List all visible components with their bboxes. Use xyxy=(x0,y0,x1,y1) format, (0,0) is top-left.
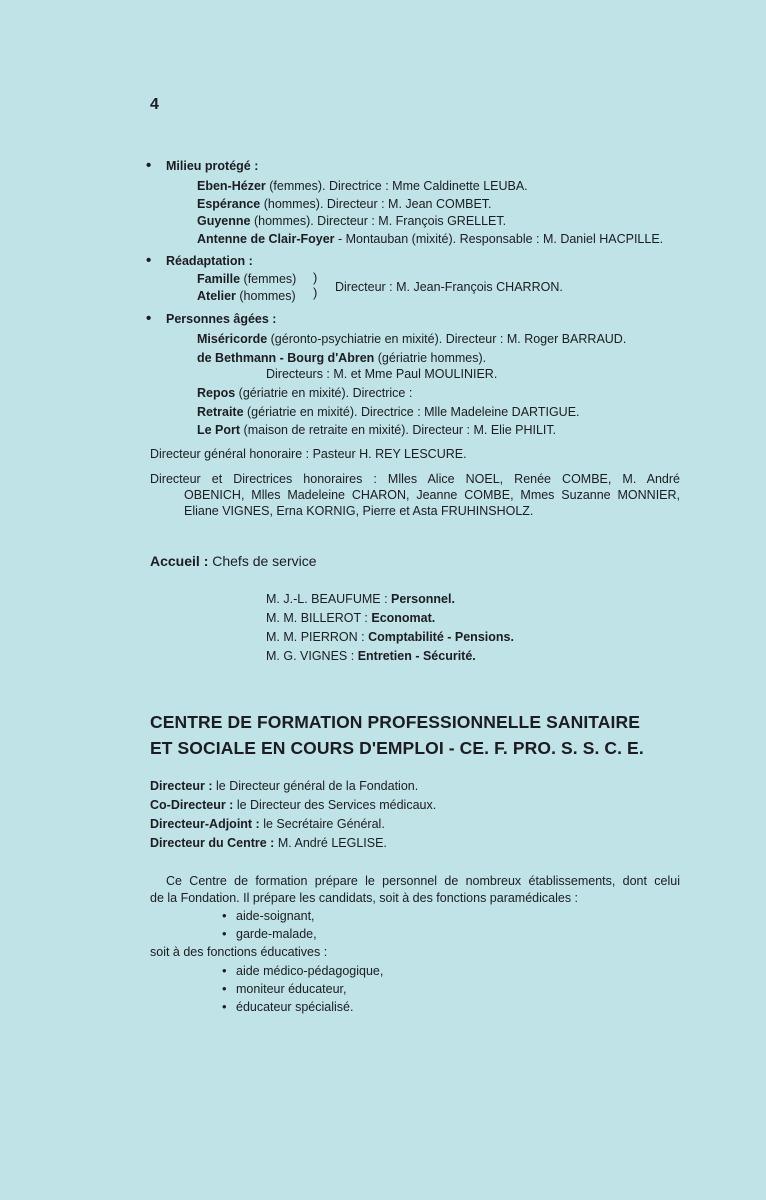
list-item: • éducateur spécialisé. xyxy=(222,999,354,1014)
list-item: • aide médico-pédagogique, xyxy=(222,963,384,978)
bullet-icon: • xyxy=(222,981,227,996)
bullet-icon: • xyxy=(146,157,152,174)
section-milieu-heading: • Milieu protégé : xyxy=(146,157,259,174)
centre-directeur-du-centre: Directeur du Centre : M. André LEGLISE. xyxy=(150,836,387,850)
bullet-icon: • xyxy=(222,908,227,923)
bullet-icon: • xyxy=(222,963,227,978)
directeur-honoraire: Directeur général honoraire : Pasteur H. REY LESCURE. xyxy=(150,447,467,461)
port-line: Le Port (maison de retraite en mixité). Directeur : M. Elie PHILIT. xyxy=(197,423,557,437)
readaptation-directeur: Directeur : M. Jean-François CHARRON. xyxy=(335,280,563,294)
chef-1: M. J.-L. BEAUFUME : Personnel. xyxy=(266,592,455,606)
bethmann-directeurs: Directeurs : M. et Mme Paul MOULINIER. xyxy=(266,367,498,381)
centre-title-1: CENTRE DE FORMATION PROFESSIONNELLE SANITAIRE xyxy=(150,712,640,732)
chef-4: M. G. VIGNES : Entretien - Sécurité. xyxy=(266,649,476,663)
chef-2: M. M. BILLEROT : Economat. xyxy=(266,611,436,625)
centre-para-line-3: soit à des fonctions éducatives : xyxy=(150,945,328,959)
milieu-line-1: Eben-Hézer (femmes). Directrice : Mme Caldinette LEUBA. xyxy=(197,179,528,193)
bullet-icon: • xyxy=(146,252,152,269)
chef-3: M. M. PIERRON : Comptabilité - Pensions. xyxy=(266,630,514,644)
repos-line: Repos (gériatrie en mixité). Directrice : xyxy=(197,386,413,400)
atelier-line: Atelier (hommes) xyxy=(197,289,296,303)
misericorde-line: Miséricorde (géronto-psychiatrie en mixité). Directeur : M. Roger BARRAUD. xyxy=(197,332,627,346)
honoraires-line-1: Directeur et Directrices honoraires : Mlles Alice NOEL, Renée COMBE, M. André xyxy=(150,472,680,486)
centre-directeur-adjoint: Directeur-Adjoint : le Secrétaire Général. xyxy=(150,817,385,831)
section-readaptation-heading: • Réadaptation : xyxy=(146,252,253,269)
centre-co-directeur: Co-Directeur : le Directeur des Services médicaux. xyxy=(150,798,437,812)
list-item: • aide-soignant, xyxy=(222,908,315,923)
centre-directeur: Directeur : le Directeur général de la Fondation. xyxy=(150,779,419,793)
honoraires-line-2: OBENICH, Mlles Madeleine CHARON, Jeanne COMBE, Mmes Suzanne MONNIER, xyxy=(184,488,680,502)
bethmann-line: de Bethmann - Bourg d'Abren (gériatrie hommes). xyxy=(197,351,487,365)
bullet-icon: • xyxy=(222,999,227,1014)
famille-line: Famille (femmes) xyxy=(197,272,297,286)
accueil-heading: Accueil : Chefs de service xyxy=(150,553,317,569)
centre-para-line-1: Ce Centre de formation prépare le personnel de nombreux établissements, dont celui xyxy=(166,874,680,888)
honoraires-line-3: Eliane VIGNES, Erna KORNIG, Pierre et Asta FRUHINSHOLZ. xyxy=(184,504,534,518)
milieu-line-2: Espérance (hommes). Directeur : M. Jean COMBET. xyxy=(197,197,492,211)
list-item: • garde-malade, xyxy=(222,926,317,941)
brace-icon: ) ) xyxy=(313,270,318,300)
bullet-icon: • xyxy=(146,310,152,327)
milieu-line-3: Guyenne (hommes). Directeur : M. François GRELLET. xyxy=(197,214,507,228)
milieu-line-4: Antenne de Clair-Foyer - Montauban (mixité). Responsable : M. Daniel HACPILLE. xyxy=(197,232,664,246)
centre-para-line-2: de la Fondation. Il prépare les candidats, soit à des fonctions paramédicales : xyxy=(150,891,579,905)
page-number: 4 xyxy=(150,96,159,113)
centre-title-2: ET SOCIALE EN COURS D'EMPLOI - CE. F. PRO. S. S. C. E. xyxy=(150,738,644,758)
section-personnes-heading: • Personnes âgées : xyxy=(146,310,277,327)
bullet-icon: • xyxy=(222,926,227,941)
retraite-line: Retraite (gériatrie en mixité). Directrice : Mlle Madeleine DARTIGUE. xyxy=(197,405,580,419)
list-item: • moniteur éducateur, xyxy=(222,981,347,996)
